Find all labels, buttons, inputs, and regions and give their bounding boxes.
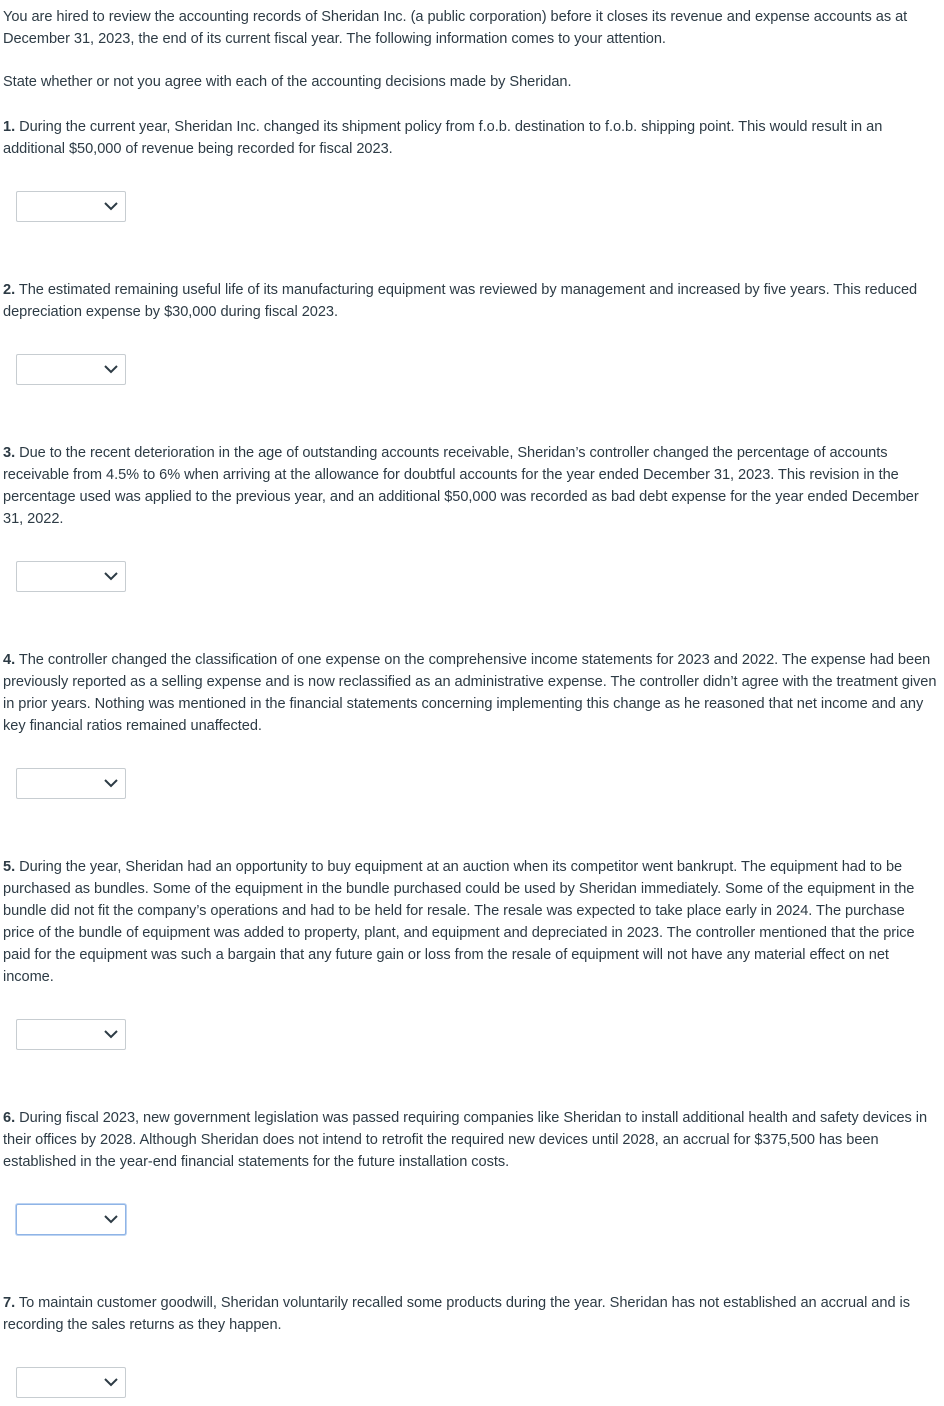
answer-select-6[interactable] (16, 1204, 126, 1235)
question-4 (3, 649, 937, 737)
question-number: 3. (3, 445, 16, 461)
question-number: 6. (3, 1110, 16, 1126)
answer-select-1[interactable] (16, 191, 126, 222)
question-text: The controller changed the classification of one expense on the comprehensive income statements for 2023 and 2022. The expense had been previously reported as a selling expense and is now reclassified as an administrative expense. The controller didn’t agree with the treatment given in prior years. Nothing was mentioned in the financial statements concerning implementing this change as he reasoned that net income and any key financial ratios remained unaffected. (3, 652, 937, 734)
answer-select-7[interactable] (16, 1367, 126, 1398)
chevron-down-icon (103, 1377, 119, 1387)
instruction-text: State whether or not you agree with each of the accounting decisions made by Sheridan. (3, 74, 572, 90)
answer-select-4[interactable] (16, 768, 126, 799)
question-number: 2. (3, 282, 16, 298)
question-text: To maintain customer goodwill, Sheridan voluntarily recalled some products during the year. Sheridan has not established an accrual and is recording the sales returns as they happen. (3, 1295, 910, 1333)
intro-paragraph: You are hired to review the accounting records of Sheridan Inc. (a public corporation) before it closes its revenue and expense accounts as at December 31, 2023, the end of its current fiscal year. The following information comes to your attention. (3, 9, 908, 47)
question-number: 5. (3, 859, 16, 875)
answer-select-3[interactable] (16, 561, 126, 592)
chevron-down-icon (103, 778, 119, 788)
question-number: 7. (3, 1295, 16, 1311)
question-1 (3, 116, 937, 160)
question-text: The estimated remaining useful life of its manufacturing equipment was reviewed by management and increased by five years. This reduced depreciation expense by $30,000 during fiscal 2023. (3, 282, 918, 320)
answer-select-5[interactable] (16, 1019, 126, 1050)
question-6 (3, 1107, 937, 1173)
question-text: During the year, Sheridan had an opportunity to buy equipment at an auction when its competitor went bankrupt. The equipment had to be purchased as bundles. Some of the equipment in the bundle purchased could be used by Sheridan immediately. Some of the equipment in the bundle did not fit the company’s operations and had to be held for resale. The resale was expected to take place early in 2024. The purchase price of the bundle of equipment was added to property, plant, and equipment and depreciated in 2023. The controller mentioned that the price paid for the equipment was such a bargain that any future gain or loss from the resale of equipment will not have any material effect on net income. (3, 859, 915, 985)
question-number: 1. (3, 119, 16, 135)
chevron-down-icon (103, 364, 119, 374)
question-5 (3, 856, 937, 988)
question-text: During the current year, Sheridan Inc. changed its shipment policy from f.o.b. destination to f.o.b. shipping point. This would result in an additional $50,000 of revenue being recorded for fiscal 2023. (3, 119, 883, 157)
chevron-down-icon (103, 1214, 119, 1224)
question-text: During fiscal 2023, new government legislation was passed requiring companies like Sheridan to install additional health and safety devices in their offices by 2028. Although Sheridan does not intend to retrofit the required new devices until 2028, an accrual for $375,500 has been established in the year-end financial statements for the future installation costs. (3, 1110, 928, 1170)
question-7 (3, 1292, 937, 1336)
question-2 (3, 279, 937, 323)
question-text: Due to the recent deterioration in the age of outstanding accounts receivable, Sheridan’s controller changed the percentage of accounts receivable from 4.5% to 6% when arriving at the allowance for doubtful accounts for the year ended December 31, 2023. This revision in the percentage used was applied to the previous year, and an additional $50,000 was recorded as bad debt expense for the year ended December 31, 2022. (3, 445, 919, 527)
chevron-down-icon (103, 201, 119, 211)
chevron-down-icon (103, 1029, 119, 1039)
chevron-down-icon (103, 571, 119, 581)
question-number: 4. (3, 652, 16, 668)
question-3 (3, 442, 937, 530)
answer-select-2[interactable] (16, 354, 126, 385)
